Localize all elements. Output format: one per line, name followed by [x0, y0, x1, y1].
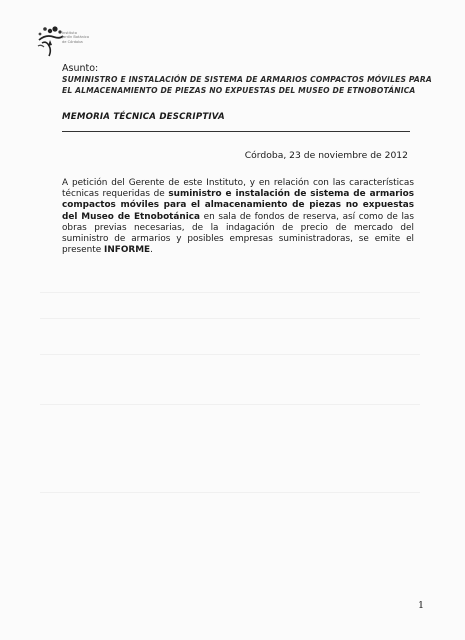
body-paragraph	[62, 178, 414, 256]
paragraph-text: A petición del Gerente de este Instituto, y en relación con las características técnicas requeridas de	[62, 178, 414, 200]
paragraph-bold-text: suministro e instalación de sistema de armarios compactos móviles para el almacenamiento de piezas no expuestas del Museo de Etnobotánica	[62, 189, 414, 222]
subject-label: Asunto:	[62, 63, 99, 74]
page-number: 1	[418, 600, 425, 611]
logo-text	[62, 31, 89, 44]
paragraph-bold-text: INFORME	[104, 245, 151, 256]
logo-text-line: Jardín Botánico	[62, 35, 90, 40]
paragraph-text: .	[150, 245, 153, 256]
logo-text-line: Instituto	[62, 31, 77, 35]
logo-text-line: de Córdoba	[62, 39, 83, 44]
scan-artifact	[40, 318, 420, 319]
document-date: Córdoba, 23 de noviembre de 2012	[244, 150, 408, 161]
document-title: MEMORIA TÉCNICA DESCRIPTIVA	[62, 112, 225, 122]
subject-text: SUMINISTRO E INSTALACIÓN DE SISTEMA DE ARMARIOS COMPACTOS MÓVILES PARA EL ALMACENAMIENTO DE PIEZAS NO EXPUESTAS DEL MUSEO DE ETNOBOTÁNICA	[62, 75, 432, 95]
scan-artifact	[40, 292, 420, 293]
separator-line	[62, 131, 410, 132]
scan-artifact	[40, 404, 420, 405]
scan-artifact	[40, 492, 420, 493]
scan-artifact	[40, 354, 420, 355]
paragraph-text: en sala de fondos de reserva, así como de las obras previas necesarias, de la indagación de precio de mercado del suministro de armarios y posibles empresas suministradoras, se emite el presente	[62, 211, 414, 256]
